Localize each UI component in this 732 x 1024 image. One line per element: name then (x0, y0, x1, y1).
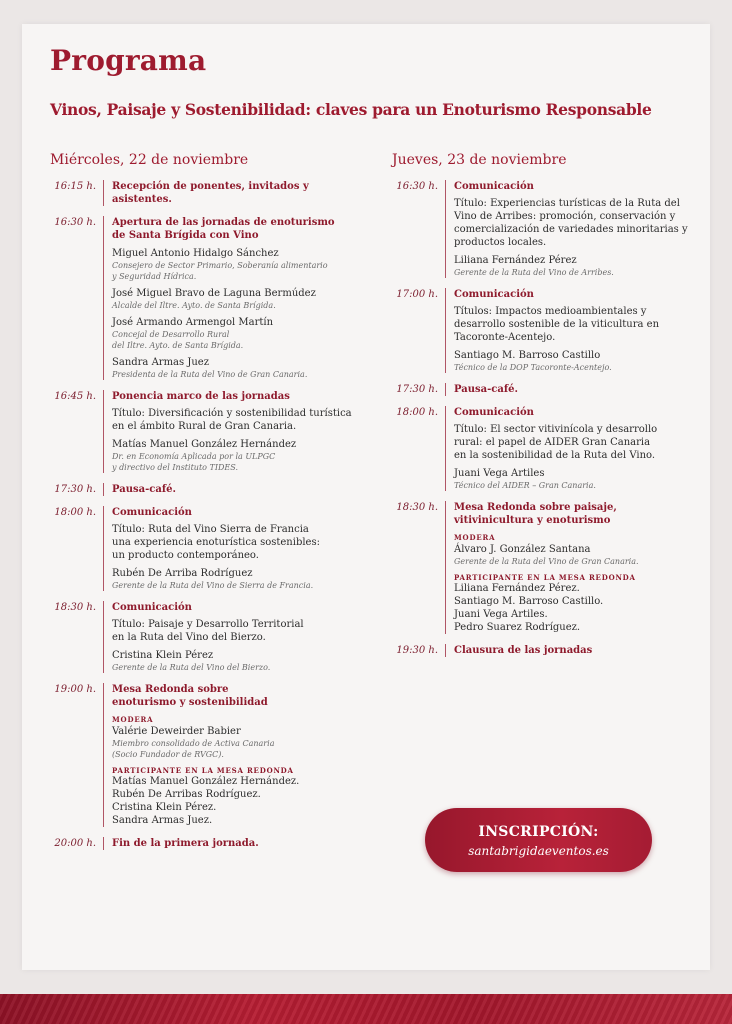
speaker (454, 467, 692, 491)
description-line: una experiencia enoturística sostenibles: (112, 537, 320, 548)
schedule-item (50, 390, 370, 473)
item-description (112, 523, 370, 562)
description-line: productos locales. (454, 237, 547, 248)
item-title: vitivinicultura y enoturismo (454, 515, 611, 526)
speaker-name: José Miguel Bravo de Laguna Bermúdez (112, 288, 316, 299)
schedule-item (50, 837, 370, 850)
description-line: comercialización de variedades minoritarias y (454, 224, 688, 235)
speaker-name: Matías Manuel González Hernández (112, 439, 297, 450)
speaker-name: Sandra Armas Juez (112, 357, 209, 368)
item-body (103, 483, 370, 496)
item-body (103, 390, 370, 473)
speaker (454, 254, 692, 278)
schedule-item (392, 644, 692, 657)
speaker (112, 247, 370, 282)
day-one-column (50, 152, 370, 860)
speaker-name: Rubén De Arriba Rodríguez (112, 568, 253, 579)
item-description (112, 407, 370, 433)
speaker-role: Gerente de la Ruta del Vino de Arribes. (454, 268, 614, 277)
item-title: Comunicación (454, 407, 534, 418)
item-body (445, 644, 692, 657)
speaker-role: Concejal de Desarrollo Rural (112, 330, 230, 339)
participant-name: Rubén De Arribas Rodríguez. (112, 789, 261, 800)
speaker-role: Gerente de la Ruta del Vino de Sierra de Francia. (112, 581, 314, 590)
speaker (112, 316, 370, 351)
item-title: Comunicación (454, 181, 534, 192)
participants-label: PARTICIPANTE EN LA MESA REDONDA (454, 573, 636, 582)
speaker-role: Gerente de la Ruta del Vino del Bierzo. (112, 663, 271, 672)
day-two-schedule (392, 180, 692, 657)
day-two-column (392, 152, 692, 667)
item-body (445, 501, 692, 634)
description-line: Título: Ruta del Vino Sierra de Francia (112, 524, 309, 535)
speaker-name: José Armando Armengol Martín (112, 317, 274, 328)
item-time: 17:30 h. (54, 484, 96, 495)
registration-button[interactable] (425, 808, 652, 872)
item-title: de Santa Brígida con Vino (112, 230, 259, 241)
moderator-label: MODERA (112, 715, 154, 724)
item-title: Clausura de las jornadas (454, 645, 593, 656)
registration-label: INSCRIPCIÓN: (478, 824, 599, 840)
page-title: Programa (50, 44, 207, 77)
item-title: enoturismo y sostenibilidad (112, 697, 268, 708)
item-body (445, 383, 692, 396)
participant-name: Santiago M. Barroso Castillo. (454, 596, 604, 607)
item-body (103, 683, 370, 827)
participant-name: Cristina Klein Pérez. (112, 802, 217, 813)
page-subtitle: Vinos, Paisaje y Sostenibilidad: claves para un Enoturismo Responsable (50, 100, 652, 119)
description-line: Títulos: Impactos medioambientales y (454, 306, 647, 317)
description-line: Título: Paisaje y Desarrollo Territorial (112, 619, 304, 630)
schedule-item (50, 216, 370, 380)
item-time: 18:00 h. (396, 407, 438, 418)
item-description (112, 618, 370, 644)
moderator-role: Gerente de la Ruta del Vino de Gran Canaria. (454, 557, 639, 566)
item-time: 18:00 h. (54, 507, 96, 518)
speaker (454, 349, 692, 373)
speaker-role: Técnico de la DOP Tacoronte-Acentejo. (454, 363, 612, 372)
item-description (454, 305, 692, 344)
description-line: en la sostenibilidad de la Ruta del Vino. (454, 450, 656, 461)
item-title: Comunicación (112, 602, 192, 613)
schedule-item (392, 383, 692, 396)
moderator-name: Álvaro J. González Santana (454, 544, 591, 555)
item-time: 17:30 h. (396, 384, 438, 395)
item-body (103, 601, 370, 673)
day-one-date: Miércoles, 22 de noviembre (50, 152, 249, 168)
moderator-label: MODERA (454, 533, 496, 542)
item-title: Apertura de las jornadas de enoturismo (112, 217, 335, 228)
item-body (103, 837, 370, 850)
schedule-item (392, 180, 692, 278)
description-line: en la Ruta del Vino del Bierzo. (112, 632, 266, 643)
description-line: Tacoronte-Acentejo. (454, 332, 556, 343)
item-time: 19:00 h. (54, 684, 96, 695)
moderator-role: Miembro consolidado de Activa Canaria (112, 739, 275, 748)
speaker-role: Consejero de Sector Primario, Soberanía alimentario (112, 261, 328, 270)
item-body (103, 216, 370, 380)
participants-label: PARTICIPANTE EN LA MESA REDONDA (112, 766, 294, 775)
participant-name: Matías Manuel González Hernández. (112, 776, 300, 787)
schedule-item (50, 601, 370, 673)
speaker-name: Cristina Klein Pérez (112, 650, 214, 661)
item-title: Ponencia marco de las jornadas (112, 391, 290, 402)
item-time: 16:30 h. (396, 181, 438, 192)
speaker-role: Presidenta de la Ruta del Vino de Gran Canaria. (112, 370, 308, 379)
speaker (112, 287, 370, 311)
item-body (445, 180, 692, 278)
item-body (103, 506, 370, 591)
speaker-role: Dr. en Economía Aplicada por la ULPGC (112, 452, 276, 461)
participant-name: Juani Vega Artiles. (454, 609, 548, 620)
item-time: 19:30 h. (396, 645, 438, 656)
schedule-item (50, 683, 370, 827)
item-title: Mesa Redonda sobre (112, 684, 229, 695)
item-body (445, 406, 692, 491)
participant-name: Pedro Suarez Rodríguez. (454, 622, 581, 633)
speaker-name: Juani Vega Artiles (454, 468, 545, 479)
moderator-role: (Socio Fundador de RVGC). (112, 750, 224, 759)
schedule-item (392, 501, 692, 634)
item-description (454, 423, 692, 462)
day-two-date: Jueves, 23 de noviembre (392, 152, 567, 168)
description-line: desarrollo sostenible de la viticultura en (454, 319, 660, 330)
registration-url: santabrigidaeventos.es (468, 844, 609, 858)
day-one-schedule (50, 180, 370, 850)
description-line: Vino de Arribes: promoción, conservación y (454, 211, 676, 222)
item-body (103, 180, 370, 206)
speaker-role: y Seguridad Hídrica. (112, 272, 197, 281)
item-time: 18:30 h. (54, 602, 96, 613)
description-line: en el ámbito Rural de Gran Canaria. (112, 421, 297, 432)
item-time: 18:30 h. (396, 502, 438, 513)
item-title: Recepción de ponentes, invitados y asistentes. (112, 181, 309, 205)
item-time: 16:15 h. (54, 181, 96, 192)
speaker-name: Miguel Antonio Hidalgo Sánchez (112, 248, 279, 259)
description-line: Título: El sector vitivinícola y desarrollo (454, 424, 658, 435)
speaker-role: del Iltre. Ayto. de Santa Brígida. (112, 341, 244, 350)
item-description (454, 197, 692, 249)
item-time: 16:30 h. (54, 217, 96, 228)
schedule-item (392, 406, 692, 491)
speaker-role: Técnico del AIDER – Gran Canaria. (454, 481, 596, 490)
item-time: 16:45 h. (54, 391, 96, 402)
item-title: Pausa-café. (112, 484, 176, 495)
speaker-name: Liliana Fernández Pérez (454, 255, 577, 266)
speaker (112, 356, 370, 380)
item-time: 17:00 h. (396, 289, 438, 300)
participant-name: Sandra Armas Juez. (112, 815, 213, 826)
speaker (112, 438, 370, 473)
footer-texture-band (0, 994, 732, 1024)
item-title: Pausa-café. (454, 384, 518, 395)
description-line: un producto contemporáneo. (112, 550, 259, 561)
item-title: Comunicación (454, 289, 534, 300)
moderator-name: Valérie Deweirder Babier (112, 726, 241, 737)
schedule-item (50, 483, 370, 496)
speaker-role: Alcalde del Iltre. Ayto. de Santa Brígida. (112, 301, 276, 310)
description-line: rural: el papel de AIDER Gran Canaria (454, 437, 651, 448)
speaker-role: y directivo del Instituto TIDES. (112, 463, 239, 472)
item-title: Comunicación (112, 507, 192, 518)
item-title: Fin de la primera jornada. (112, 838, 259, 849)
description-line: Título: Diversificación y sostenibilidad turística (112, 408, 352, 419)
speaker (112, 649, 370, 673)
speaker-name: Santiago M. Barroso Castillo (454, 350, 601, 361)
schedule-item (50, 180, 370, 206)
schedule-item (50, 506, 370, 591)
item-title: Mesa Redonda sobre paisaje, (454, 502, 617, 513)
speaker (112, 567, 370, 591)
description-line: Título: Experiencias turísticas de la Ruta del (454, 198, 680, 209)
item-time: 20:00 h. (54, 838, 96, 849)
schedule-item (392, 288, 692, 373)
participant-name: Liliana Fernández Pérez. (454, 583, 580, 594)
item-body (445, 288, 692, 373)
